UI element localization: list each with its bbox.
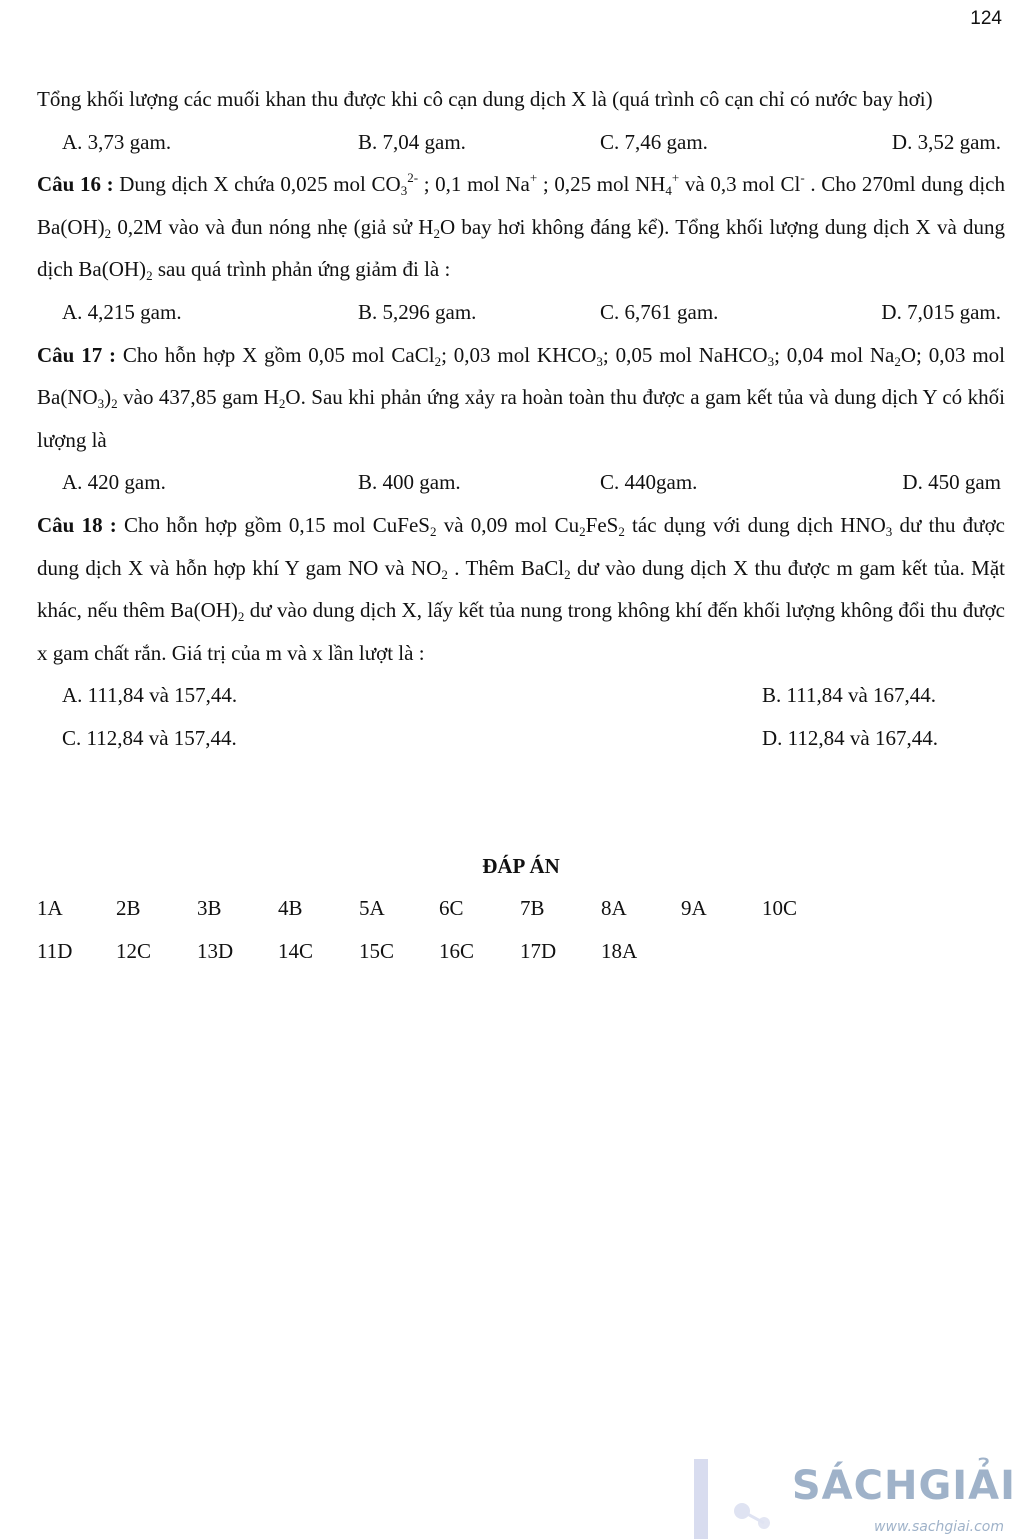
q18-option-d: D. 112,84 và 167,44. [762, 725, 938, 750]
answer-item: 16C [439, 938, 475, 963]
q17-option-d: D. 450 gam [902, 470, 1001, 495]
answer-item: 15C [359, 938, 395, 963]
answer-item: 5A [359, 896, 385, 921]
watermark-url: www.sachgiai.com [874, 1519, 1004, 1535]
answer-item: 14C [278, 938, 314, 963]
answer-key-row-2 [37, 930, 1005, 973]
page-number: 124 [970, 8, 1002, 29]
answer-item: 2B [116, 896, 141, 921]
answer-item: 17D [520, 938, 557, 963]
q15-option-b: B. 7,04 gam. [358, 129, 466, 154]
q16-option-c: C. 6,761 gam. [600, 299, 719, 324]
answer-item: 1A [37, 896, 63, 921]
q17-label: Câu 17 : [37, 342, 117, 367]
answer-item: 13D [197, 938, 234, 963]
q18-option-c: C. 112,84 và 157,44. [62, 725, 237, 750]
q17-option-b: B. 400 gam. [358, 470, 461, 495]
q17-text: Câu 17 : Cho hỗn hợp X gồm 0,05 mol CaCl$_2$; 0,03 mol $KHCO_3$; 0,05 mol NaHCO$_3$; 0,04 mol $Na_2O$; 0,03 mol $Ba(NO_3)_2$ vào 437,85 gam $H_2O$. Sau khi phản ứng xảy ra hoàn toàn thu được a gam kết tủa và dung dịch Y có khối lượng là [37, 342, 1006, 452]
q15-options [37, 121, 1005, 164]
q15-option-a: A. 3,73 gam. [62, 129, 172, 154]
answer-key-row-1 [37, 887, 1005, 930]
q15-option-d: D. 3,52 gam. [891, 129, 1001, 154]
q18-option-a: A. 111,84 và 157,44. [62, 683, 238, 708]
q18-options-row-1 [37, 674, 1005, 717]
answer-item: 11D [37, 938, 73, 963]
q16-options [37, 291, 1005, 334]
answer-item: 12C [116, 938, 152, 963]
q16-text: Câu 16 : Dung dịch X chứa 0,025 mol $CO_3^{2-}$ ; 0,1 mol Na+ ; 0,25 mol $NH_4^+$ và 0,3 mol Cl- . Cho 270ml dung dịch $Ba(OH)_2$ 0,2M vào và đun nóng nhẹ (giả sử $H_2O$ bay hơi không đáng kể). Tổng khối lượng dung dịch X và dung dịch $Ba(OH)_2$ sau quá trình phản ứng giảm đi là : [37, 170, 1006, 284]
answer-item: 9A [681, 896, 707, 921]
q17-option-c: C. 440gam. [600, 470, 698, 495]
q15-option-c: C. 7,46 gam. [600, 129, 708, 154]
q18-options-row-2 [37, 717, 1005, 760]
q16-option-b: B. 5,296 gam. [358, 299, 477, 324]
answer-item: 6C [439, 896, 464, 921]
answer-item: 4B [278, 896, 303, 921]
answer-item: 10C [762, 896, 798, 921]
watermark-text: SÁCHGIẢI [791, 1463, 1016, 1509]
q18-label: Câu 18 : [37, 512, 117, 537]
q16-label: Câu 16 : [37, 172, 114, 197]
molecule-decoration-icon [694, 1449, 794, 1539]
watermark-logo [694, 1439, 1024, 1539]
q18-option-b: B. 111,84 và 167,44. [762, 683, 937, 708]
answer-key-title: ĐÁP ÁN [482, 853, 560, 878]
answer-item: 8A [601, 896, 627, 921]
q15-continuation: Tổng khối lượng các muối khan thu được khi cô cạn dung dịch X là (quá trình cô cạn chỉ có nước bay hơi) [37, 87, 933, 111]
q17-option-a: A. 420 gam. [62, 470, 166, 495]
q16-option-a: A. 4,215 gam. [62, 299, 182, 324]
answer-item: 18A [601, 938, 638, 963]
answer-item: 7B [520, 896, 545, 921]
q16-option-d: D. 7,015 gam. [881, 299, 1001, 324]
document-body [37, 78, 1005, 972]
answer-item: 3B [197, 896, 222, 921]
q18-text: Câu 18 : Cho hỗn hợp gồm 0,15 mol CuFeS$_2$ và 0,09 mol $Cu_2FeS_2$ tác dụng với dung dịch $HNO_3$ dư thu được dung dịch X và hỗn hợp khí Y gam NO và $NO_2$ . Thêm BaCl$_2$ dư vào dung dịch X thu được m gam kết tủa. Mặt khác, nếu thêm $Ba(OH)_2$ dư vào dung dịch X, lấy kết tủa nung trong không khí đến khối lượng không đổi thu được x gam chất rắn. Giá trị của m và x lần lượt là : [37, 512, 1005, 665]
q17-options [37, 461, 1005, 504]
